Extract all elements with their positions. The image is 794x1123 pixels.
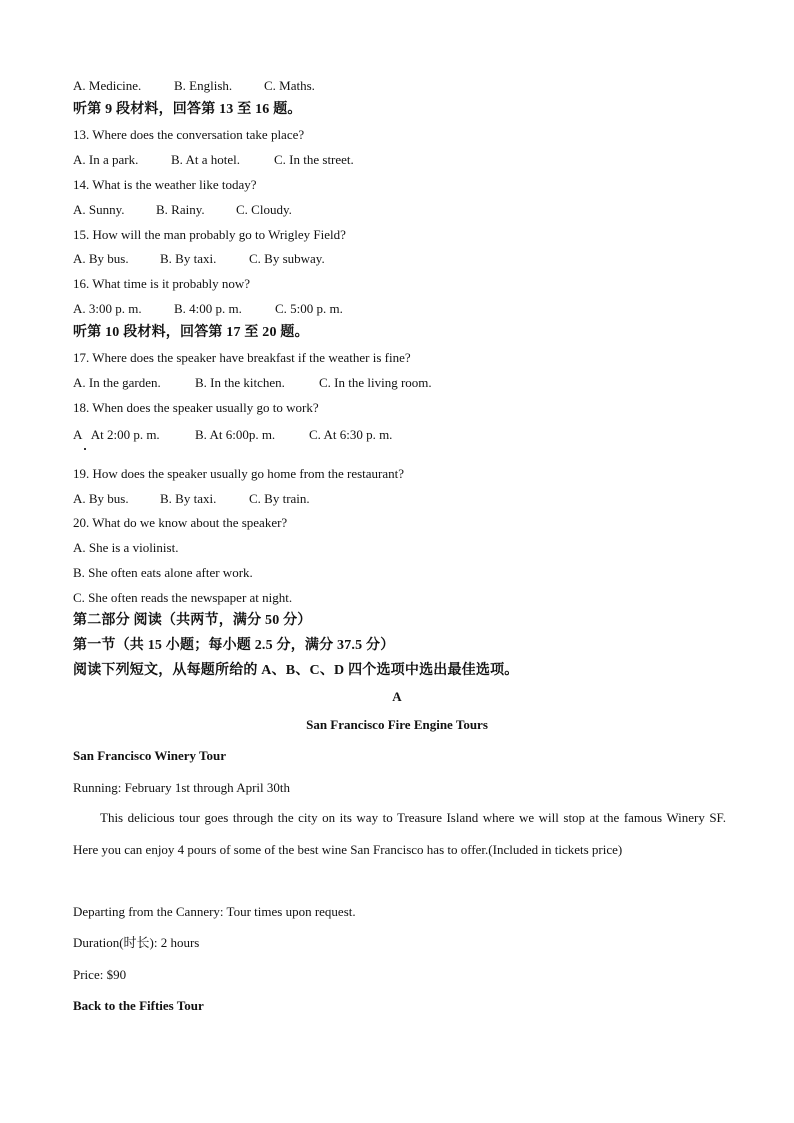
q18-option-c: C. At 6:30 p. m. bbox=[309, 427, 393, 442]
q18-text: 18. When does the speaker usually go to work? bbox=[73, 400, 319, 415]
section-9-heading: 听第 9 段材料，回答第 13 至 16 题。 bbox=[73, 102, 302, 117]
q12-options bbox=[73, 78, 315, 94]
q19-option-c: C. By train. bbox=[249, 491, 310, 506]
q20-option-a: A. She is a violinist. bbox=[73, 540, 179, 555]
q18-option-b: B. At 6:00p. m. bbox=[195, 427, 276, 442]
tour-1-name: San Francisco Winery Tour bbox=[73, 748, 227, 763]
q17-option-b: B. In the kitchen. bbox=[195, 375, 285, 390]
q13-option-b: B. At a hotel. bbox=[171, 152, 240, 167]
tour-1-running: Running: February 1st through April 30th bbox=[73, 780, 291, 795]
q17-option-c: C. In the living room. bbox=[319, 375, 432, 390]
q19-options bbox=[73, 491, 310, 507]
q15-option-a: A. By bus. bbox=[73, 251, 129, 266]
q14-text: 14. What is the weather like today? bbox=[73, 177, 257, 192]
q14-options bbox=[73, 202, 292, 218]
q16-options bbox=[73, 301, 343, 317]
q19-option-a: A. By bus. bbox=[73, 491, 129, 506]
q14-option-c: C. Cloudy. bbox=[236, 202, 292, 217]
tour-2-name: Back to the Fifties Tour bbox=[73, 998, 204, 1013]
reading-instruction: 阅读下列短文，从每题所给的 A、B、C、D 四个选项中选出最佳选项。 bbox=[73, 663, 519, 678]
passage-title: San Francisco Fire Engine Tours bbox=[306, 717, 488, 732]
q18-option-a: A At 2:00 p. m. bbox=[73, 427, 160, 442]
tour-1-price: Price: $90 bbox=[73, 967, 127, 982]
q12-option-a: A. Medicine. bbox=[73, 78, 142, 93]
section-10-heading: 听第 10 段材料，回答第 17 至 20 题。 bbox=[73, 325, 309, 340]
q13-option-a: A. In a park. bbox=[73, 152, 139, 167]
q13-option-c: C. In the street. bbox=[274, 152, 354, 167]
part-2-heading: 第二部分 阅读（共两节，满分 50 分） bbox=[73, 613, 312, 628]
q17-text: 17. Where does the speaker have breakfast if the weather is fine? bbox=[73, 350, 411, 365]
q17-option-a: A. In the garden. bbox=[73, 375, 161, 390]
q13-options bbox=[73, 152, 354, 168]
q16-option-b: B. 4:00 p. m. bbox=[174, 301, 242, 316]
passage-letter: A bbox=[392, 689, 402, 704]
q15-option-b: B. By taxi. bbox=[160, 251, 217, 266]
q12-option-b: B. English. bbox=[174, 78, 233, 93]
q14-option-b: B. Rainy. bbox=[156, 202, 205, 217]
tour-1-description: This delicious tour goes through the city on its way to Treasure Island where we will stop at the famous Winery SF. Here you can enjoy 4 pours of some of the best wine San Francisco has to offer.(Included in tickets price) bbox=[73, 810, 726, 857]
q19-text: 19. How does the speaker usually go home from the restaurant? bbox=[73, 466, 405, 481]
q15-option-c: C. By subway. bbox=[249, 251, 325, 266]
q20-text: 20. What do we know about the speaker? bbox=[73, 515, 288, 530]
q15-options bbox=[73, 251, 325, 267]
q20-option-c: C. She often reads the newspaper at night. bbox=[73, 590, 293, 605]
q12-option-c: C. Maths. bbox=[264, 78, 315, 93]
stray-dot-mark bbox=[84, 448, 86, 450]
q16-option-c: C. 5:00 p. m. bbox=[275, 301, 343, 316]
q13-text: 13. Where does the conversation take place? bbox=[73, 127, 305, 142]
q14-option-a: A. Sunny. bbox=[73, 202, 125, 217]
q17-options bbox=[73, 375, 432, 391]
q20-option-b: B. She often eats alone after work. bbox=[73, 565, 253, 580]
q19-option-b: B. By taxi. bbox=[160, 491, 217, 506]
q16-text: 16. What time is it probably now? bbox=[73, 276, 251, 291]
tour-1-duration: Duration(时长): 2 hours bbox=[73, 935, 200, 950]
q16-option-a: A. 3:00 p. m. bbox=[73, 301, 142, 316]
q15-text: 15. How will the man probably go to Wrigley Field? bbox=[73, 227, 346, 242]
tour-1-departing: Departing from the Cannery: Tour times upon request. bbox=[73, 904, 356, 919]
section-1-heading: 第一节（共 15 小题；每小题 2.5 分，满分 37.5 分） bbox=[73, 638, 395, 653]
q18-options bbox=[73, 427, 392, 443]
